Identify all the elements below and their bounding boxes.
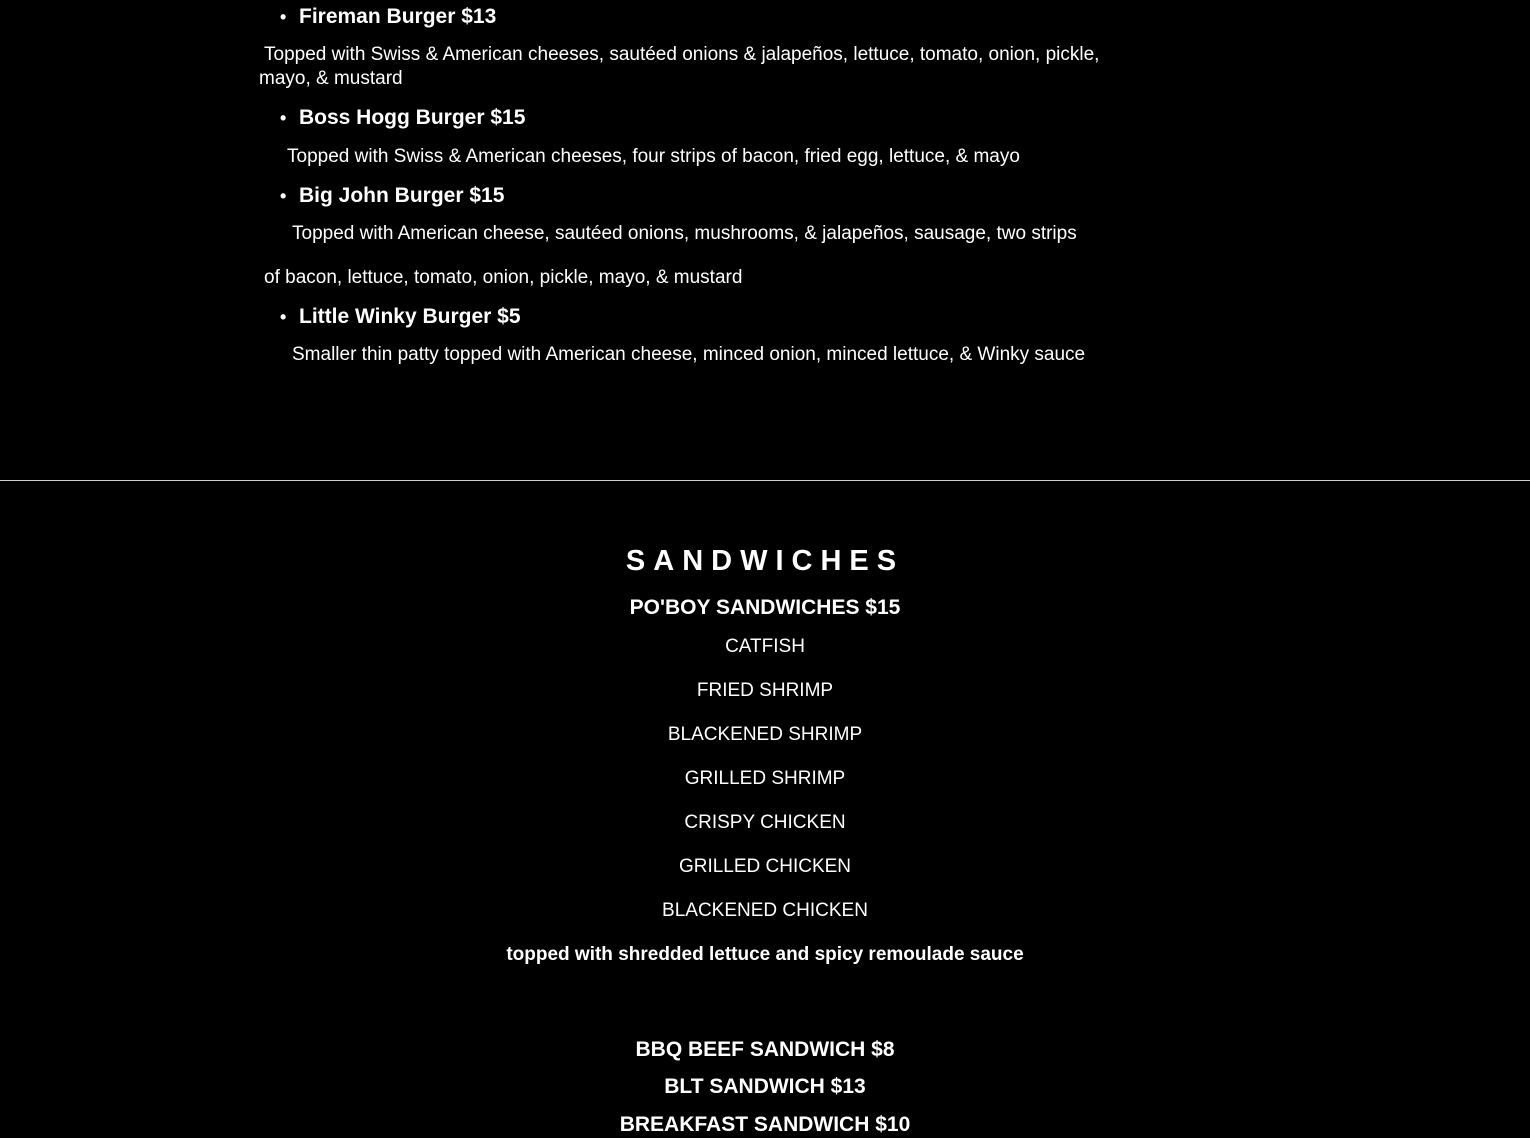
poboy-title: PO'BOY SANDWICHES $15 [629,596,901,619]
bullet-icon: • [280,108,287,128]
menu-item-description: Topped with American cheese, sautéed onions, mushrooms, & jalapeños, sausage, two strips [292,223,1077,244]
poboy-option: GRILLED SHRIMP [684,768,846,789]
bullet-icon: • [280,186,287,206]
menu-item-description: mayo, & mustard [259,68,403,89]
section-title: SANDWICHES [625,545,905,577]
bullet-icon: • [280,7,287,27]
burger-menu-list [0,0,1530,480]
poboy-note: topped with shredded lettuce and spicy remoulade sauce [506,944,1024,965]
poboy-option: CATFISH [725,636,805,657]
menu-item-title [280,183,504,209]
menu-item-title-text: Fireman Burger $13 [299,5,497,28]
menu-item-title [280,304,521,330]
menu-item-description: of bacon, lettuce, tomato, onion, pickle, mayo, & mustard [264,267,743,288]
bullet-icon: • [280,307,287,327]
menu-item-title [280,4,496,30]
poboy-option: BLACKENED SHRIMP [667,724,863,745]
menu-item-title-text: Little Winky Burger $5 [299,305,521,328]
menu-item-description: Smaller thin patty topped with American cheese, minced onion, minced lettuce, & Winky sauce [292,344,1086,365]
poboy-option: GRILLED CHICKEN [678,856,852,877]
menu-item-title-text: Boss Hogg Burger $15 [299,106,526,129]
sandwiches-section [0,481,1530,1137]
menu-item-description: Topped with Swiss & American cheeses, four strips of bacon, fried egg, lettuce, & mayo [287,146,1020,167]
poboy-option: CRISPY CHICKEN [684,812,846,833]
sandwich-item: BLT SANDWICH $13 [664,1075,866,1098]
menu-item-title [280,105,525,131]
poboy-option: BLACKENED CHICKEN [662,900,868,921]
sandwich-item: BBQ BEEF SANDWICH $8 [635,1038,895,1061]
sandwich-item: BREAKFAST SANDWICH $10 [619,1113,911,1136]
menu-item-title-text: Big John Burger $15 [299,184,505,207]
poboy-option: FRIED SHRIMP [696,680,834,701]
menu-item-description: Topped with Swiss & American cheeses, sautéed onions & jalapeños, lettuce, tomato, onion, pickle, [264,44,1100,65]
